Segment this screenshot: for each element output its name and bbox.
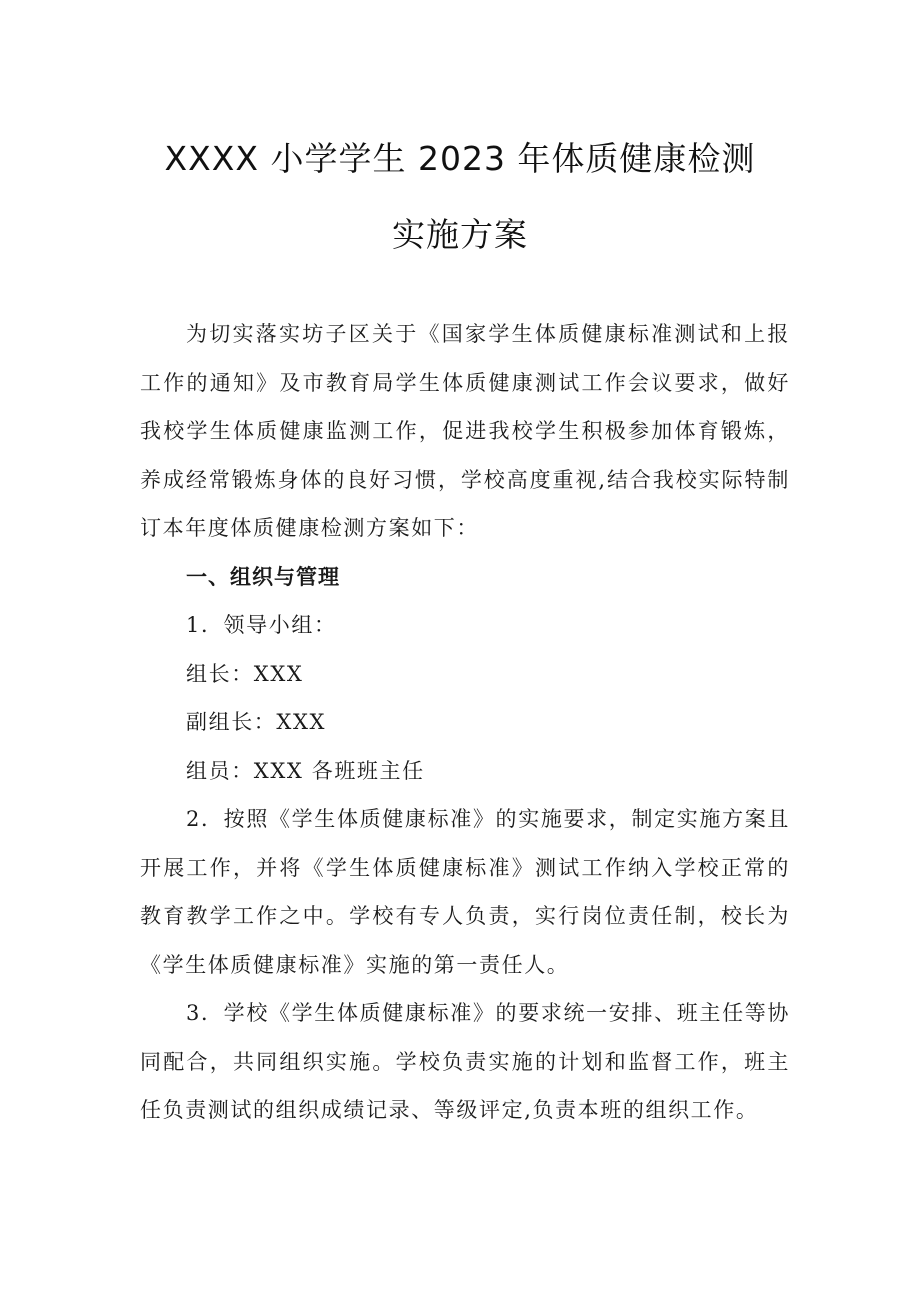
- document-body: [140, 310, 790, 1135]
- item-leadership-group: 1．领导小组：: [186, 613, 337, 637]
- group-leader-line: 组长：XXX: [186, 661, 304, 686]
- section-heading-organization: 一、组织与管理: [186, 564, 340, 589]
- document-title-line-2: 实施方案: [392, 215, 528, 254]
- members-line: 组员：XXX 各班班主任: [186, 758, 425, 783]
- item-3-paragraph: 3．学校《学生体质健康标准》的要求统一安排、班主任等协同配合，共同组织实施。学校负责实施的计划和监督工作，班主任负责测试的组织成绩记录、等级评定,负责本班的组织工作。: [140, 1001, 790, 1122]
- deputy-leader-line: 副组长：XXX: [186, 710, 327, 734]
- document-title-line-1: XXXX 小学学生 2023 年体质健康检测: [164, 139, 756, 178]
- item-2-paragraph: 2．按照《学生体质健康标准》的实施要求，制定实施方案且开展工作，并将《学生体质健康标准》测试工作纳入学校正常的教育教学工作之中。学校有专人负责，实行岗位责任制，校长为《学生体质健康标准》实施的第一责任人。: [140, 807, 790, 977]
- intro-paragraph: 为切实落实坊子区关于《国家学生体质健康标准测试和上报工作的通知》及市教育局学生体质健康测试工作会议要求，做好我校学生体质健康监测工作，促进我校学生积极参加体育锻炼，养成经常锻炼身体的良好习惯，学校高度重视,结合我校实际特制订本年度体质健康检测方案如下：: [140, 322, 790, 540]
